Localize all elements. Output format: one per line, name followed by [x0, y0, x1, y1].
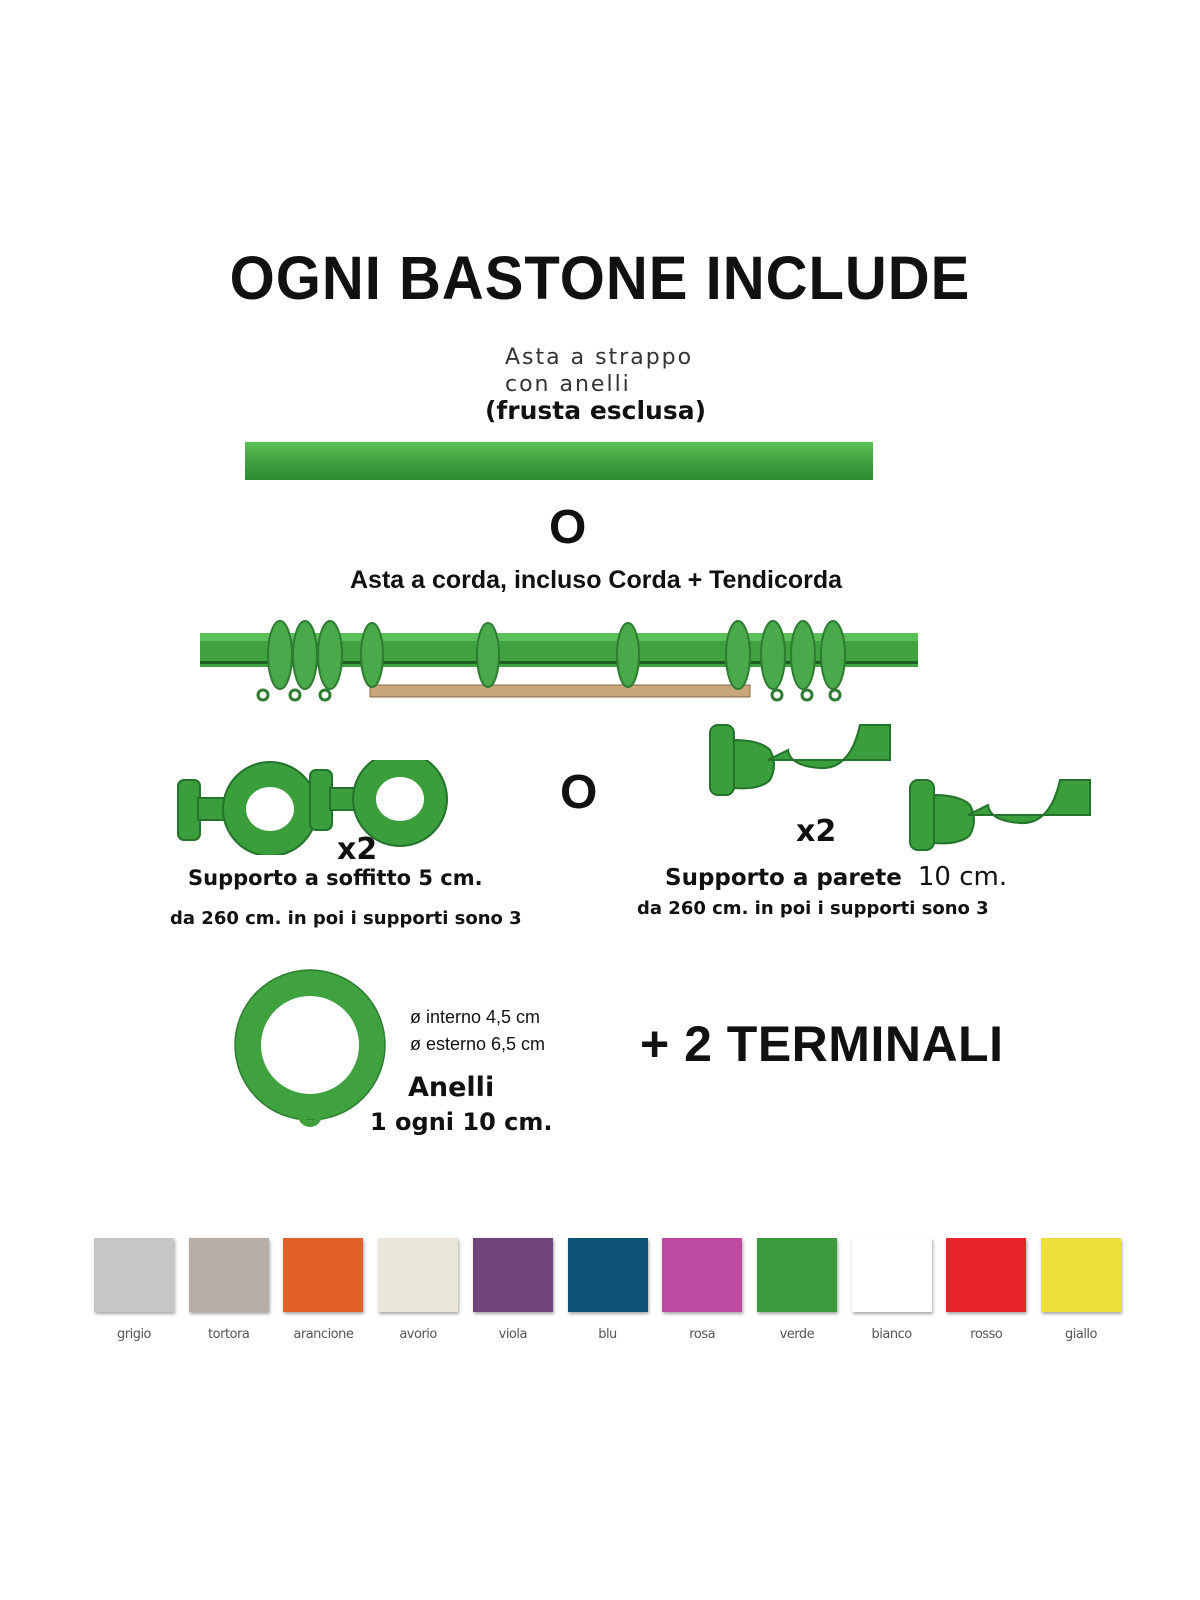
- page-title: OGNI BASTONE INCLUDE: [229, 244, 971, 313]
- parete-label-b: 10 cm.: [917, 862, 1008, 892]
- color-label-grigio: grigio: [116, 1327, 152, 1342]
- color-swatch-verde: [757, 1238, 837, 1312]
- ring-outer-diameter: ø esterno 6,5 cm: [410, 1034, 546, 1054]
- asta-strappo-line1: Asta a strappo: [505, 345, 694, 370]
- color-label-avorio: avorio: [399, 1327, 437, 1342]
- color-label-rosa: rosa: [689, 1327, 716, 1342]
- color-swatch-tortora: [189, 1238, 269, 1312]
- color-label-rosso: rosso: [970, 1327, 1003, 1342]
- ceiling-bracket-image: [170, 760, 460, 855]
- color-label-tortora: tortora: [208, 1327, 250, 1342]
- parete-note: da 260 cm. in poi i supporti sono 3: [637, 898, 989, 919]
- color-label-viola: viola: [498, 1327, 527, 1342]
- soffitto-qty: x2: [337, 832, 378, 867]
- color-swatch-avorio: [378, 1238, 458, 1312]
- terminali-label: + 2 TERMINALI: [640, 1016, 1004, 1072]
- color-label-blu: blu: [598, 1327, 617, 1342]
- parete-label: [665, 862, 1007, 892]
- asta-strappo-line2: con anelli: [505, 372, 631, 397]
- color-label-giallo: giallo: [1064, 1327, 1097, 1342]
- ring-image: [232, 965, 392, 1150]
- color-swatch-viola: [473, 1238, 553, 1312]
- color-swatch-blu: [568, 1238, 648, 1312]
- ring-note: 1 ogni 10 cm.: [370, 1108, 553, 1136]
- asta-corda-label: Asta a corda, incluso Corda + Tendicorda: [350, 566, 843, 594]
- soffitto-note: da 260 cm. in poi i supporti sono 3: [170, 908, 522, 929]
- parete-label-a: Supporto a parete: [665, 865, 902, 891]
- ring-label: Anelli: [408, 1072, 495, 1103]
- soffitto-label: Supporto a soffitto 5 cm.: [188, 866, 483, 890]
- rod-with-rings-image: [195, 615, 935, 715]
- color-label-arancione: arancione: [293, 1327, 354, 1342]
- or-separator-2: O: [560, 766, 598, 819]
- wall-bracket-image: [700, 720, 1120, 880]
- color-swatch-bianco: [852, 1238, 932, 1312]
- color-label-verde: verde: [779, 1327, 815, 1342]
- color-swatch-giallo: [1041, 1238, 1121, 1312]
- ring-inner-diameter: ø interno 4,5 cm: [410, 1007, 541, 1027]
- color-swatch-arancione: [283, 1238, 363, 1312]
- color-swatch-rosa: [662, 1238, 742, 1312]
- color-swatch-rosso: [946, 1238, 1026, 1312]
- asta-strappo-note: (frusta esclusa): [485, 396, 707, 425]
- color-label-bianco: bianco: [871, 1327, 912, 1342]
- parete-qty: x2: [796, 814, 837, 849]
- or-separator-1: O: [549, 501, 587, 554]
- color-swatch-grigio: [94, 1238, 174, 1312]
- plain-rod-image: [245, 440, 875, 485]
